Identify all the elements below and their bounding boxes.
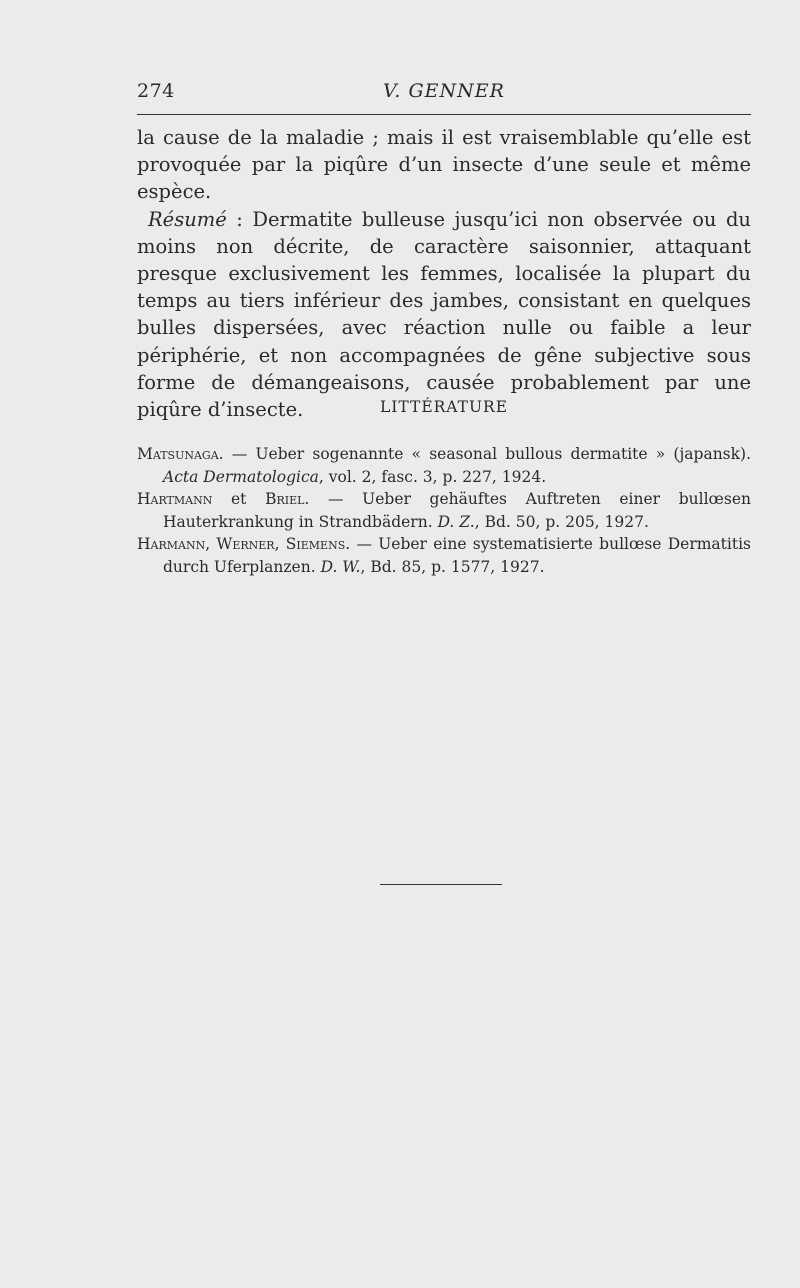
- reference-title: . — Ueber sogenannte « seasonal bullous dermatite » (japansk).: [218, 445, 751, 463]
- reference-journal: D. Z.: [437, 512, 475, 531]
- resume-label: Résumé: [148, 207, 227, 231]
- paragraph-continuation: la cause de la maladie ; mais il est vraisemblable qu’elle est provoquée par la piqûre d’un insecte d’une seule et même espèce.: [137, 126, 751, 204]
- reference-conjunction: et: [212, 490, 266, 508]
- reference-journal: Acta Dermatologica: [163, 467, 319, 486]
- reference-item: [137, 443, 751, 488]
- page-number: 274: [137, 80, 175, 102]
- reference-details: , Bd. 50, p. 205, 1927.: [474, 512, 649, 531]
- literature-heading: LITTÉRATURE: [379, 398, 509, 416]
- reference-details: , vol. 2, fasc. 3, p. 227, 1924.: [318, 467, 547, 486]
- reference-details: , Bd. 85, p. 1577, 1927.: [360, 557, 545, 576]
- resume-text: : Dermatite bulleuse jusqu’ici non observée ou du moins non décrite, de caractère saisonnier, attaquant presque exclusivement les femmes, localisée la plupart du temps au tiers inférieur des jambes, consistant en quelques bulles dispersées, avec réaction nulle ou faible a leur périphérie, et non accompagnées de gêne subjective sous forme de démangeaisons, causée probablement par une piqûre d’insecte.: [137, 207, 751, 422]
- reference-authors: Hartmann: [137, 490, 213, 508]
- reference-authors: Harmann, Werner, Siemens: [137, 535, 346, 553]
- reference-title: . — Ueber gehäuftes Auftreten einer bullœsen Hauterkrankung in Strandbädern.: [163, 490, 751, 531]
- running-head-author: V. GENNER: [383, 80, 505, 102]
- header-rule: [137, 114, 751, 115]
- reference-authors: Briel: [265, 490, 305, 508]
- reference-authors: Matsunaga: [137, 445, 219, 463]
- reference-title: . — Ueber eine systematisierte bullœse Dermatitis durch Uferplanzen.: [163, 535, 751, 576]
- reference-item: [137, 533, 751, 578]
- end-rule: [380, 884, 502, 885]
- body-text: [137, 124, 751, 423]
- reference-journal: D. W.: [320, 557, 361, 576]
- resume-paragraph: [137, 206, 751, 424]
- reference-item: [137, 488, 751, 533]
- running-head: [137, 80, 751, 106]
- reference-list: [137, 443, 751, 578]
